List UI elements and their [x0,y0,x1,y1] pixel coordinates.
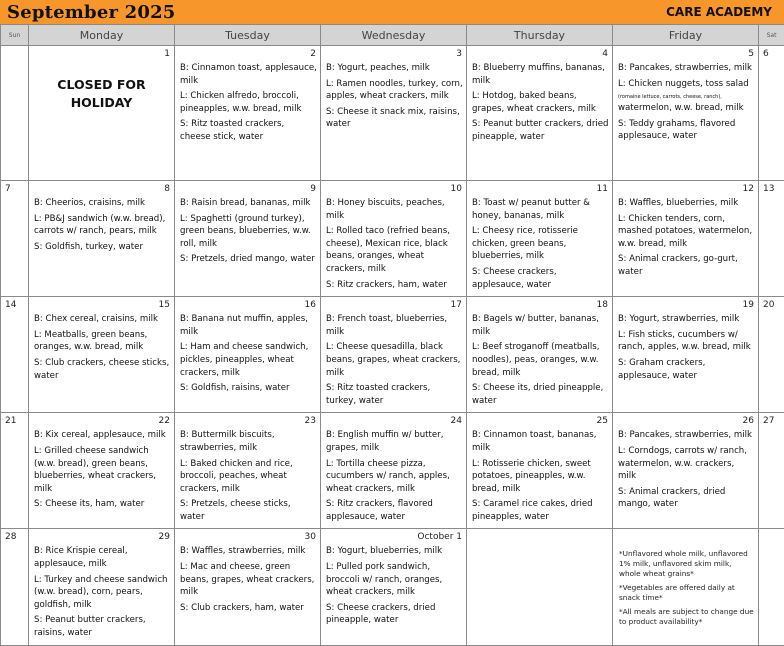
week-row [1,46,784,181]
meal-item: S: Ritz toasted crackers, turkey, water [326,382,463,407]
day-number: 12 [743,184,754,194]
day-number: 2 [310,49,316,59]
meal-list [613,297,758,387]
day-number: 26 [743,416,754,426]
meal-item: S: Club crackers, ham, water [180,602,317,615]
meal-item: B: Kix cereal, applesauce, milk [34,429,171,442]
meal-item: B: Waffles, blueberries, milk [618,197,755,210]
day-cell [467,297,613,413]
meal-item: S: Animal crackers, go-gurt, water [618,253,755,278]
meal-item: B: Bagels w/ butter, bananas, milk [472,313,609,338]
day-cell [321,529,467,645]
meal-item: L: Pulled pork sandwich, broccoli w/ ranch, oranges, wheat crackers, milk [326,561,463,599]
meal-item: S: Cheese its, ham, water [34,498,171,511]
meal-list [321,46,466,136]
meal-item: L: Baked chicken and rice, broccoli, peaches, wheat crackers, milk [180,458,317,496]
meal-list [613,413,758,516]
meal-item: S: Peanut butter crackers, dried pineapple, water [472,118,609,143]
sunday-cell [1,297,29,413]
meal-list [613,181,758,284]
meal-item: B: Toast w/ peanut butter & honey, bananas, milk [472,197,609,222]
day-cell [175,46,321,181]
meal-item: watermelon, w.w. bread, milk [618,102,755,115]
col-header-sun: Sun [1,25,29,46]
meal-item: L: Fish sticks, cucumbers w/ ranch, apples, w.w. bread, milk [618,329,755,354]
closed-notice [29,76,174,112]
meal-item: B: Cheerios, craisins, milk [34,197,171,210]
day-number: 7 [5,184,11,194]
meal-list [321,529,466,632]
meal-item: L: Chicken alfredo, broccoli, pineapples, w.w. bread, milk [180,90,317,115]
meal-list [29,181,174,258]
col-header-tuesday: Tuesday [175,25,321,46]
meal-list [321,297,466,412]
menu-notes [613,529,758,633]
closed-text: HOLIDAY [29,94,174,112]
meal-item: S: Graham crackers, applesauce, water [618,357,755,382]
meal-list [467,297,612,412]
meal-item: S: Caramel rice cakes, dried pineapples, water [472,498,609,523]
day-cell [613,529,759,645]
meal-item: B: Cinnamon toast, bananas, milk [472,429,609,454]
meal-list [175,413,320,528]
meal-item: B: Raisin bread, bananas, milk [180,197,317,210]
meal-item: S: Cheese crackers, applesauce, water [472,266,609,291]
col-header-friday: Friday [613,25,759,46]
meal-item: L: Tortilla cheese pizza, cucumbers w/ ranch, apples, wheat crackers, milk [326,458,463,496]
meal-item: L: Turkey and cheese sandwich (w.w. bread), corn, pears, goldfish, milk [34,574,171,612]
meal-item: B: Honey biscuits, peaches, milk [326,197,463,222]
menu-note: *Unflavored whole milk, unflavored 1% milk, unflavored skim milk, whole wheat grains* [619,549,754,579]
meal-list [175,181,320,271]
day-number: 24 [451,416,462,426]
meal-item: S: Teddy grahams, flavored applesauce, water [618,118,755,143]
meal-item: L: Mac and cheese, green beans, grapes, wheat crackers, milk [180,561,317,599]
day-number: 23 [305,416,316,426]
day-number: 22 [159,416,170,426]
day-cell [175,181,321,297]
meal-list [321,181,466,296]
meal-item: B: Chex cereal, craisins, milk [34,313,171,326]
meal-item: L: Chicken tenders, corn, mashed potatoes, watermelon, w.w. bread, milk [618,213,755,251]
day-number: 8 [164,184,170,194]
day-cell [321,297,467,413]
meal-item: S: Ritz crackers, ham, water [326,279,463,292]
meal-item: B: French toast, blueberries, milk [326,313,463,338]
col-header-monday: Monday [29,25,175,46]
calendar-title: September 2025 [7,2,176,23]
meal-item: S: Peanut butter crackers, raisins, water [34,614,171,639]
day-number: 3 [456,49,462,59]
day-number: 18 [597,300,608,310]
meal-item: S: Club crackers, cheese sticks, water [34,357,171,382]
meal-item: S: Ritz toasted crackers, cheese stick, water [180,118,317,143]
saturday-cell [759,297,784,413]
meal-list [467,181,612,296]
day-cell [613,297,759,413]
meal-item: S: Cheese its, dried pineapple, water [472,382,609,407]
day-cell [321,181,467,297]
meal-list [467,413,612,528]
day-cell [467,46,613,181]
meal-item: L: Rolled taco (refried beans, cheese), Mexican rice, black beans, oranges, wheat crackers, milk [326,225,463,275]
meal-item: (romaine lettuce, carrots, cheese, ranch), [618,93,755,102]
day-cell [29,529,175,645]
menu-note: *Vegetables are offered daily at snack time* [619,583,754,603]
day-cell [613,181,759,297]
menu-note: *All meals are subject to change due to product availability* [619,607,754,627]
meal-item: B: Yogurt, strawberries, milk [618,313,755,326]
meal-list [29,413,174,516]
meal-list [29,297,174,387]
meal-item: L: Corndogs, carrots w/ ranch, watermelon, w.w. crackers, milk [618,445,755,483]
day-number: 15 [159,300,170,310]
day-number: 27 [763,416,774,426]
meal-item: B: Yogurt, blueberries, milk [326,545,463,558]
day-number: 30 [305,532,316,542]
meal-item: L: Hotdog, baked beans, grapes, wheat crackers, milk [472,90,609,115]
saturday-cell [759,181,784,297]
col-header-thursday: Thursday [467,25,613,46]
day-cell [29,46,175,181]
meal-item: L: Chicken nuggets, toss salad [618,78,755,91]
closed-text: CLOSED FOR [29,76,174,94]
meal-item: L: PB&J sandwich (w.w. bread), carrots w/ ranch, pears, milk [34,213,171,238]
day-cell [467,529,613,645]
day-number: 10 [451,184,462,194]
meal-list [613,46,758,148]
meal-list [175,46,320,149]
day-cell [467,413,613,529]
day-cell [175,413,321,529]
meal-item: L: Ramen noodles, turkey, corn, apples, wheat crackers, milk [326,78,463,103]
meal-item: B: English muffin w/ butter, grapes, milk [326,429,463,454]
meal-item: B: Pancakes, strawberries, milk [618,62,755,75]
day-number: 5 [748,49,754,59]
meal-calendar [0,24,784,646]
meal-item: S: Pretzels, cheese sticks, water [180,498,317,523]
day-number: 13 [763,184,774,194]
day-cell [175,297,321,413]
meal-list [467,46,612,149]
saturday-cell [759,413,784,529]
day-cell [29,297,175,413]
meal-item: L: Ham and cheese sandwich, pickles, pineapples, wheat crackers, milk [180,341,317,379]
day-number: 17 [451,300,462,310]
meal-item: B: Banana nut muffin, apples, milk [180,313,317,338]
meal-item: L: Beef stroganoff (meatballs, noodles), peas, oranges, w.w. bread, milk [472,341,609,379]
saturday-cell [759,529,784,645]
meal-item: L: Cheese quesadilla, black beans, grapes, wheat crackers, milk [326,341,463,379]
day-cell [321,413,467,529]
day-number: 19 [743,300,754,310]
sunday-cell [1,529,29,645]
meal-item: S: Animal crackers, dried mango, water [618,486,755,511]
day-cell [613,46,759,181]
day-number: 28 [5,532,16,542]
meal-item: S: Ritz crackers, flavored applesauce, water [326,498,463,523]
day-number: 11 [597,184,608,194]
meal-item: B: Pancakes, strawberries, milk [618,429,755,442]
week-row [1,181,784,297]
day-number: 4 [602,49,608,59]
col-header-sat: Sat [759,25,784,46]
day-number: 25 [597,416,608,426]
weekday-header-row [1,25,784,46]
day-number: 14 [5,300,16,310]
meal-item: S: Cheese crackers, dried pineapple, water [326,602,463,627]
week-row [1,529,784,645]
day-number: 29 [159,532,170,542]
day-cell [175,529,321,645]
meal-list [175,297,320,400]
organization-name: CARE ACADEMY [666,5,772,19]
meal-item: S: Goldfish, turkey, water [34,241,171,254]
col-header-wednesday: Wednesday [321,25,467,46]
calendar-header [0,0,784,24]
meal-item: S: Cheese it snack mix, raisins, water [326,106,463,131]
meal-item: B: Cinnamon toast, applesauce, milk [180,62,317,87]
day-number: 1 [164,49,170,59]
sunday-cell [1,46,29,181]
saturday-cell [759,46,784,181]
meal-item: B: Blueberry muffins, bananas, milk [472,62,609,87]
day-cell [29,181,175,297]
meal-item: S: Goldfish, raisins, water [180,382,317,395]
day-cell [321,46,467,181]
meal-item: S: Pretzels, dried mango, water [180,253,317,266]
day-number: 9 [310,184,316,194]
sunday-cell [1,181,29,297]
day-number: 16 [305,300,316,310]
day-number: 20 [763,300,774,310]
day-number: 21 [5,416,16,426]
day-number: October 1 [417,532,462,542]
meal-item: L: Cheesy rice, rotisserie chicken, green beans, blueberries, milk [472,225,609,263]
meal-list [29,529,174,644]
sunday-cell [1,413,29,529]
meal-item: B: Yogurt, peaches, milk [326,62,463,75]
meal-item: L: Grilled cheese sandwich (w.w. bread), green beans, blueberries, wheat crackers, milk [34,445,171,495]
meal-item: B: Waffles, strawberries, milk [180,545,317,558]
week-row [1,413,784,529]
day-cell [613,413,759,529]
week-row [1,297,784,413]
meal-item: B: Buttermilk biscuits, strawberries, milk [180,429,317,454]
meal-list [175,529,320,619]
meal-item: L: Meatballs, green beans, oranges, w.w. bread, milk [34,329,171,354]
day-cell [467,181,613,297]
day-cell [29,413,175,529]
meal-item: L: Spaghetti (ground turkey), green beans, blueberries, w.w. roll, milk [180,213,317,251]
meal-item: L: Rotisserie chicken, sweet potatoes, pineapples, w.w. bread, milk [472,458,609,496]
meal-item: B: Rice Krispie cereal, applesauce, milk [34,545,171,570]
meal-list [321,413,466,528]
day-number: 6 [763,49,769,59]
